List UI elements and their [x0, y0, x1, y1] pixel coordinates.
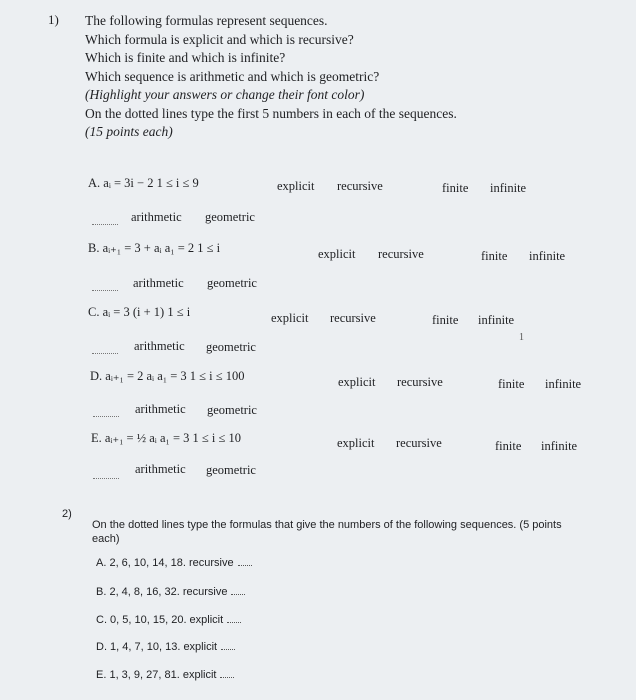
answer-line-a[interactable] [92, 212, 118, 230]
option-infinite-c[interactable]: infinite [478, 313, 515, 327]
option-geometric-d[interactable]: geometric [207, 403, 257, 417]
option-infinite-d[interactable]: infinite [545, 377, 582, 391]
formula-d: D. aᵢ₊₁ = 2 aᵢ a₁ = 3 1 ≤ i ≤ 100 [90, 369, 245, 383]
option-explicit-e[interactable]: explicit [337, 436, 375, 450]
formula-answer-line[interactable] [220, 677, 234, 678]
instruction-line: (15 points each) [85, 124, 173, 139]
option-geometric-a[interactable]: geometric [205, 210, 255, 224]
question-2-prompt-line-2: each) [92, 533, 120, 545]
option-arithmetic-a[interactable]: arithmetic [131, 210, 182, 224]
sequence-item-a [96, 557, 252, 569]
question-1-number: 1) [48, 12, 59, 27]
option-arithmetic-b[interactable]: arithmetic [133, 276, 184, 290]
answer-line-e[interactable] [93, 466, 119, 484]
formula-b: B. aᵢ₊₁ = 3 + aᵢ a₁ = 2 1 ≤ i [88, 241, 221, 255]
option-explicit-c[interactable]: explicit [271, 311, 309, 325]
sequence-label: B. 2, 4, 8, 16, 32. recursive [96, 586, 228, 598]
option-explicit-a[interactable]: explicit [277, 179, 315, 193]
option-geometric-b[interactable]: geometric [207, 276, 257, 290]
option-geometric-e[interactable]: geometric [206, 463, 256, 477]
instruction-line: The following formulas represent sequences. [85, 13, 328, 28]
formula-c: C. aᵢ = 3 (i + 1) 1 ≤ i [88, 305, 191, 319]
option-explicit-d[interactable]: explicit [338, 375, 376, 389]
sequence-label: D. 1, 4, 7, 10, 13. explicit [96, 641, 218, 653]
formula-answer-line[interactable] [221, 649, 235, 650]
option-finite-e[interactable]: finite [495, 439, 522, 453]
instruction-line: Which is finite and which is infinite? [85, 50, 286, 65]
option-infinite-a[interactable]: infinite [490, 181, 527, 195]
instruction-line: Which sequence is arithmetic and which is geometric? [85, 68, 380, 84]
option-arithmetic-d[interactable]: arithmetic [135, 402, 186, 416]
option-infinite-e[interactable]: infinite [541, 439, 578, 453]
formula-e: E. aᵢ₊₁ = ½ aᵢ a₁ = 3 1 ≤ i ≤ 10 [91, 431, 241, 445]
option-explicit-b[interactable]: explicit [318, 247, 356, 261]
formula-answer-line[interactable] [227, 622, 241, 623]
instruction-line: On the dotted lines type the first 5 numbers in each of the sequences. [85, 105, 457, 121]
option-infinite-b[interactable]: infinite [529, 249, 566, 263]
option-recursive-a[interactable]: recursive [337, 179, 383, 193]
sequence-item-c [96, 614, 241, 626]
formula-answer-line[interactable] [231, 594, 245, 595]
option-recursive-e[interactable]: recursive [396, 436, 442, 450]
option-finite-b[interactable]: finite [481, 249, 508, 263]
sequence-label: E. 1, 3, 9, 27, 81. explicit [96, 669, 217, 681]
option-finite-d[interactable]: finite [498, 377, 525, 391]
option-finite-c[interactable]: finite [432, 313, 459, 327]
sequence-item-d [96, 641, 235, 653]
question-2-number: 2) [62, 508, 72, 520]
question-1-instructions [85, 12, 457, 142]
option-recursive-c[interactable]: recursive [330, 311, 376, 325]
stray-mark: 1 [519, 332, 524, 343]
option-arithmetic-e[interactable]: arithmetic [135, 462, 186, 476]
formula-a: A. aᵢ = 3i − 2 1 ≤ i ≤ 9 [88, 176, 199, 190]
sequence-label: C. 0, 5, 10, 15, 20. explicit [96, 614, 224, 626]
option-recursive-b[interactable]: recursive [378, 247, 424, 261]
option-geometric-c[interactable]: geometric [206, 340, 256, 354]
question-2-prompt-line-1: On the dotted lines type the formulas that give the numbers of the following sequences. (5 points [92, 519, 562, 531]
answer-line-d[interactable] [93, 404, 119, 422]
sequence-item-e [96, 669, 234, 681]
instruction-line: Which formula is explicit and which is recursive? [85, 31, 354, 47]
answer-line-c[interactable] [92, 341, 118, 359]
formula-answer-line[interactable] [238, 565, 252, 566]
option-recursive-d[interactable]: recursive [397, 375, 443, 389]
instruction-line: (Highlight your answers or change their font color) [85, 87, 365, 102]
sequence-label: A. 2, 6, 10, 14, 18. recursive [96, 557, 234, 569]
answer-line-b[interactable] [92, 278, 118, 296]
option-arithmetic-c[interactable]: arithmetic [134, 339, 185, 353]
sequence-item-b [96, 586, 245, 598]
option-finite-a[interactable]: finite [442, 181, 469, 195]
